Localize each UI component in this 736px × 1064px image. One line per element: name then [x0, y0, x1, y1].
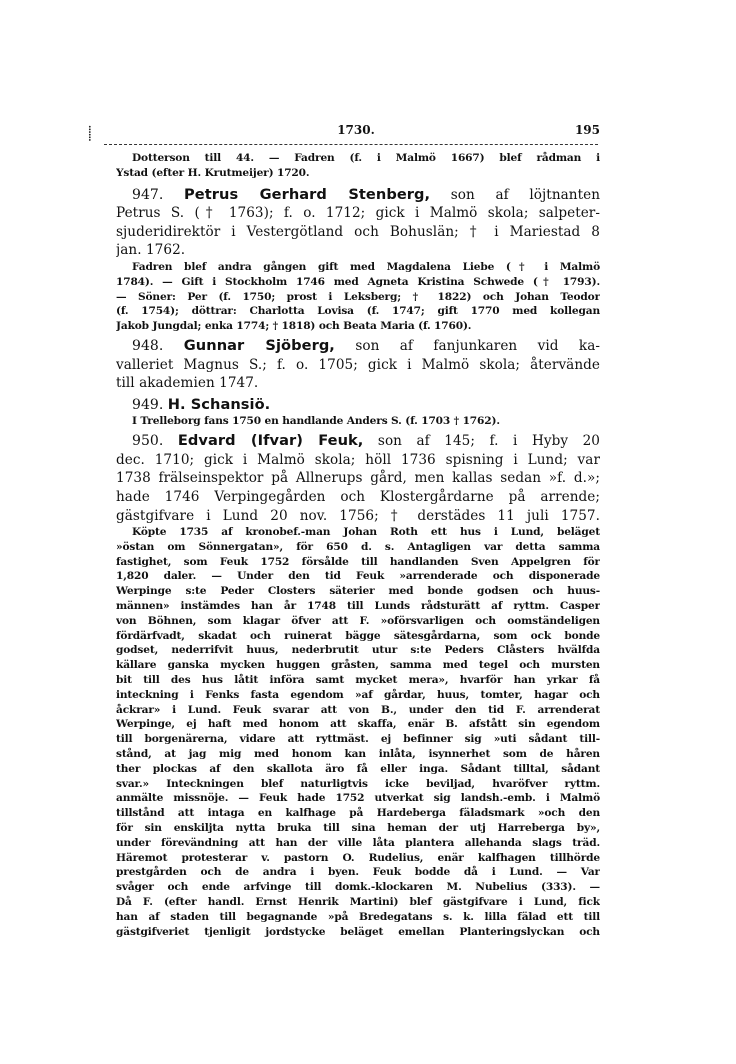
entry-950-notes	[116, 525, 600, 939]
entry-948-number: 948.	[132, 337, 164, 354]
entry-947-number: 947.	[132, 186, 164, 203]
entry-950-note: »östan om Sönnergatan», för 650 d. s. Antagligen var detta samma	[116, 540, 600, 553]
entry-950-line: hade 1746 Verpingegården och Klostergårdarne på arrende;	[116, 488, 600, 505]
entry-950-note: till borgenärerna, vidare att ryttmäst. ej befinner sig »uti sådant till-	[116, 733, 600, 746]
entry-947-name: Petrus Gerhard Stenberg,	[184, 185, 431, 203]
entry-950-note: för sin enskiljta nytta bruka till sina heman der utj Harreberga by»,	[116, 822, 600, 835]
entry-948-text: son af fanjunkaren vid ka-	[355, 337, 600, 354]
entry-950-note: von Böhnen, som klagar öfver att F. »oförsvarligen och oomständeligen	[116, 614, 600, 627]
entry-947-note: Fadren blef andra gången gift med Magdalena Liebe († i Malmö	[132, 260, 600, 273]
entry-949-number: 949.	[132, 396, 164, 413]
entry-950-note: åckrar» i Lund. Feuk svarar att von B., under den tid F. arrenderat	[116, 703, 600, 716]
entry-950-note: godset, nederrifvit huus, nederbrutit utur s:te Peders Clåsters hvälfda	[116, 644, 600, 657]
entry-950-note: Werpinge, ej haft med honom att skaffa, enär B. afstått sin egendom	[116, 718, 600, 731]
entry-950-note: 1,820 daler. — Under den tid Feuk »arrenderade och disponerade	[116, 570, 600, 583]
entry-950-note: inteckning i Fenks fasta egendom »af gårdar, huus, tomter, hagar och	[116, 688, 600, 701]
entry-950-note: gästgifveriet tjenligit jordstycke beläget emellan Planteringslyckan och	[116, 925, 600, 938]
entry-950-note: han af staden till begagnande »på Bredegatans s. k. lilla fälad ett till	[116, 910, 600, 923]
entry-950-note: anmälte missnöje. — Feuk hade 1752 utverkat sig landsh.-emb. i Malmö	[116, 792, 600, 805]
entry-950-note: Då F. (efter handl. Ernst Henrik Martini) blef gästgifvare i Lund, fick	[116, 896, 600, 909]
entry-950-note: svar.» Inteckningen blef naturligtvis icke beviljad, hvaröfver ryttm.	[116, 777, 600, 790]
entry-947-note: 1784). — Gift i Stockholm 1746 med Agneta Kristina Schwede († 1793).	[116, 275, 600, 288]
entry-950-note: fördärfvadt, skadat och ruinerat bägge sätesgårdarna, som ock bonde	[116, 629, 600, 642]
entry-949-heading	[116, 396, 600, 415]
entry-950-note: prestgården och de andra i byen. Feuk bodde då i Lund. — Var	[116, 866, 600, 879]
entry-947-line: Petrus S. († 1763); f. o. 1712; gick i Malmö skola; salpeter-	[116, 205, 600, 222]
entry-947-text: son af löjtnanten	[450, 186, 600, 203]
entry-947-line: jan. 1762.	[116, 242, 186, 259]
entry-950-note: männen» instämdes han år 1748 till Lunds rådsturätt af ryttm. Casper	[116, 600, 600, 613]
header-rule	[104, 144, 598, 145]
page-body	[116, 151, 600, 939]
entry-950-note: under förevändning att han der ville låta plantera allehanda slags träd.	[116, 836, 600, 849]
running-header	[112, 123, 600, 143]
entry-950-line: gästgifvare i Lund 20 nov. 1756; † derstädes 11 juli 1757.	[116, 507, 600, 524]
entry-950-text: son af 145; f. i Hyby 20	[377, 433, 600, 450]
page-number: 195	[574, 123, 600, 137]
entry-947-line: sjuderidirektör i Vestergötland och Bohuslän; † i Mariestad 8	[116, 223, 600, 240]
entry-947-note: — Söner: Per (f. 1750; prost i Leksberg; † 1822) och Johan Teodor	[116, 290, 600, 303]
entry-948-line: till akademien 1747.	[116, 375, 259, 392]
entry-950-note: Werpinge s:te Peder Closters säterier med bonde godsen och huus-	[116, 585, 600, 598]
entry-947-note: (f. 1754); döttrar: Charlotta Lovisa (f. 1747; gift 1770 med kollegan	[116, 305, 600, 318]
entry-950-number: 950.	[132, 433, 164, 450]
entry-948-line: valleriet Magnus S.; f. o. 1705; gick i Malmö skola; återvände	[116, 356, 600, 373]
entry-950-heading	[116, 432, 600, 451]
margin-mark: ⸽	[88, 126, 91, 142]
entry-946-line: Ystad (efter H. Krutmeijer) 1720.	[116, 166, 310, 179]
entry-948-heading	[116, 337, 600, 356]
entry-950-note: tillstånd att intaga en kalfhage på Hardeberga fäladsmark »och den	[116, 807, 600, 820]
entry-948-name: Gunnar Sjöberg,	[183, 336, 335, 354]
entry-949-note: I Trelleborg fans 1750 en handlande Anders S. (f. 1703 † 1762).	[132, 415, 500, 428]
entry-946-line: Dotterson till 44. — Fadren (f. i Malmö 1667) blef rådman i	[132, 152, 600, 164]
entry-950-note: Häremot protesterar v. pastorn O. Rudelius, enär kalfhagen tillhörde	[116, 851, 600, 864]
entry-950-note: Köpte 1735 af kronobef.-man Johan Roth ett hus i Lund, beläget	[132, 526, 600, 539]
header-year: 1730.	[337, 123, 375, 137]
entry-950-line: dec. 1710; gick i Malmö skola; höll 1736 spisning i Lund; var	[116, 451, 600, 468]
entry-949-name: H. Schansiö.	[167, 395, 271, 413]
entry-950-line: 1738 frälseinspektor på Allnerups gård, men kallas sedan »f. d.»;	[116, 470, 600, 487]
entry-947-heading	[116, 186, 600, 205]
entry-947-note: Jakob Jungdal; enka 1774; † 1818) och Beata Maria (f. 1760).	[116, 320, 472, 333]
entry-950-note: källare ganska mycken huggen gråsten, samma med tegel och mursten	[116, 659, 600, 672]
entry-950-note: bit till des hus låtit införa samt mycket mera», hvarför han yrkar få	[116, 674, 600, 687]
entry-950-note: ther plockas af den skallota äro få eller inga. Sådant tilltal, sådant	[116, 762, 600, 775]
entry-950-name: Edvard (Ifvar) Feuk,	[177, 432, 364, 450]
entry-950-note: svåger och ende arfvinge till domk.-klockaren M. Nubelius (333). —	[116, 881, 600, 894]
entry-950-note: fastighet, som Feuk 1752 försålde till handlanden Sven Appelgren för	[116, 555, 600, 568]
entry-950-note: stånd, at jag mig med honom kan inlåta, isynnerhet som de håren	[116, 748, 600, 761]
